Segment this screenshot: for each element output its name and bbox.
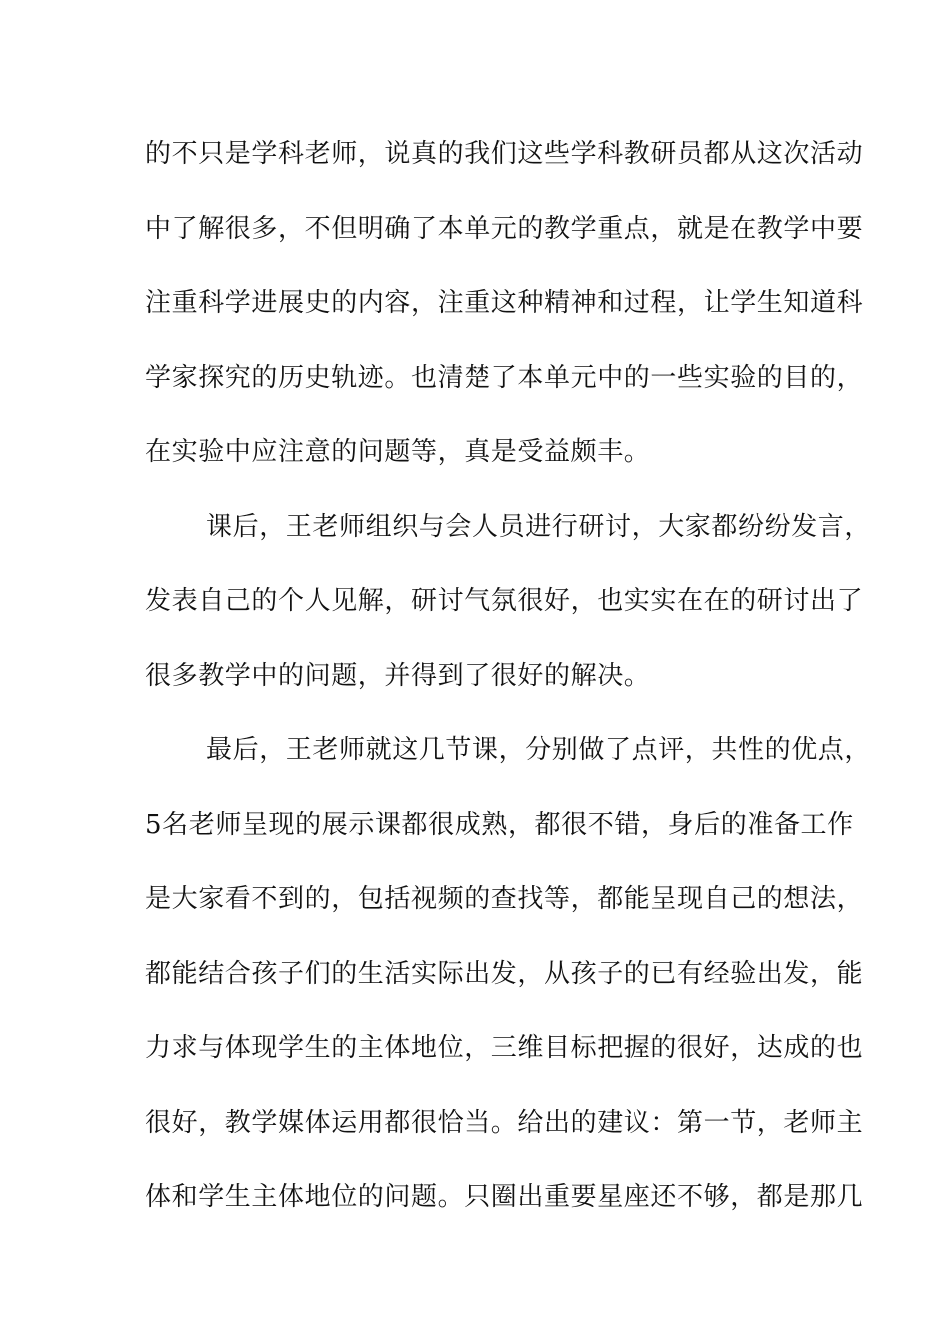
- text-line: 的不只是学科老师，说真的我们这些学科教研员都从这次活动: [145, 139, 864, 169]
- paragraph-first-line: 课后，王老师组织与会人员进行研讨，大家都纷纷发言，: [206, 511, 872, 542]
- text-line: 学家探究的历史轨迹。也清楚了本单元中的一些实验的目的，: [145, 362, 864, 393]
- text-line: 发表自己的个人见解，研讨气氛很好，也实实在在的研讨出了: [145, 586, 864, 616]
- text-line: 注重科学进展史的内容，注重这种精神和过程，让学生知道科: [145, 288, 864, 318]
- text-line: 体和学生主体地位的问题。只圈出重要星座还不够，都是那几: [145, 1182, 864, 1212]
- document-body: [145, 131, 872, 1249]
- text-line: 都能结合孩子们的生活实际出发，从孩子的已有经验出发，能: [145, 958, 864, 989]
- text-line: 很好，教学媒体运用都很恰当。给出的建议：第一节，老师主: [145, 1107, 864, 1138]
- text-line: 在实验中应注意的问题等，真是受益颇丰。: [145, 437, 651, 467]
- paragraph-first-line: 最后，王老师就这几节课，分别做了点评，共性的优点，: [206, 735, 872, 765]
- text-line: 5名老师呈现的展示课都很成熟，都很不错，身后的准备工作: [145, 809, 854, 840]
- text-line: 中了解很多，不但明确了本单元的教学重点，就是在教学中要: [145, 213, 864, 244]
- text-line: 力求与体现学生的主体地位，三维目标把握的很好，达成的也: [145, 1033, 864, 1063]
- text-line: 很多教学中的问题，并得到了很好的解决。: [145, 660, 651, 691]
- text-line: 是大家看不到的，包括视频的查找等，都能呈现自己的想法，: [145, 884, 864, 914]
